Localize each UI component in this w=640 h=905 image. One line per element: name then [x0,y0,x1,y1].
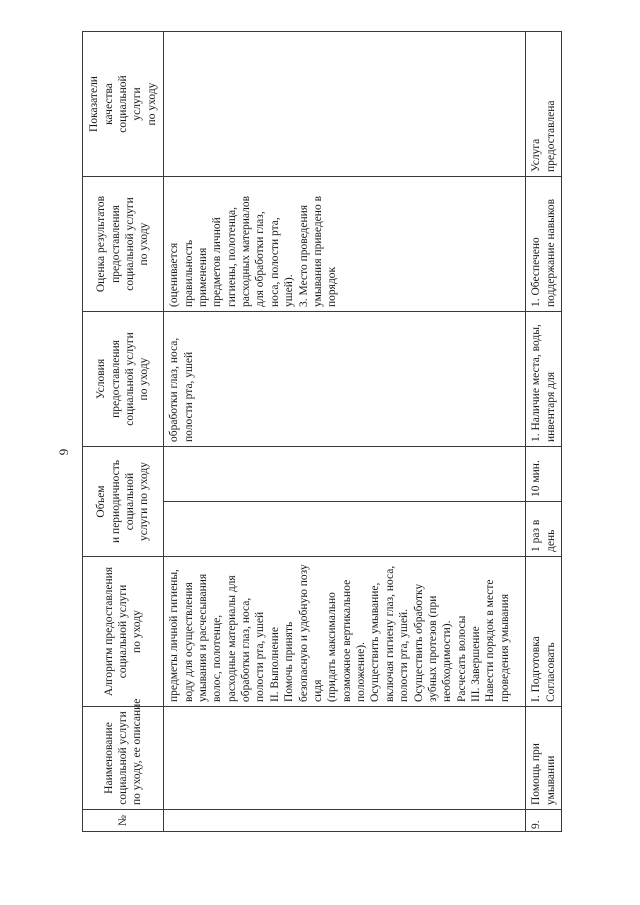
cell-quality: Услуга предоставлена [526,32,562,177]
cell-algorithm: предметы личной гигиены, воду для осуществления умывания и расчесывания волос, полотенце, расходные материалы для обработки глаз, носа, полости рта, ушей II. Выполнение Помочь принять безопасную и удобную позу сидя (придать максимально возможное вертикальное положение). Осуществить умывание, включая гигиену глаз, носа, полости рта, ушей. Осуществить обработку зубных протезов (при необходимости). Расчесать волосы III. Завершение Навести порядок в месте проведения умывания [164,557,526,707]
cell-frequency: 1 раз в день [530,519,557,552]
table-row-continued [164,32,526,832]
table-row-9 [526,32,562,832]
cell-num: 9. [526,810,562,832]
care-services-table-rotated [82,32,562,832]
table-header-row [83,32,164,832]
header-algorithm: Алгоритм предоставления социальной услуги по уходу [83,557,164,707]
cell-evaluation: 1. Обеспечено поддержание навыков [526,177,562,312]
cell-quality [164,32,526,177]
cell-name: Помощь при умывании [526,707,562,810]
cell-conditions: 1. Наличие места, воды, инвентаря для [526,312,562,447]
cell-name [164,707,526,810]
header-volume: Объем и периодичность социальной услуги по уходу [83,447,164,557]
cell-duration: 10 мин. [526,447,561,502]
cell-volume [164,447,526,557]
cell-volume [526,447,562,557]
cell-evaluation: (оценивается правильность применения предметов личной гигиены, полотенца, расходных материалов для обработки глаз, носа, полости рта, ушей). 3. Место проведения умывания приведено в порядок [164,177,526,312]
header-num: № [83,810,164,832]
page-number: 9 [56,448,71,456]
care-services-table [82,31,562,832]
header-quality: Показатели качества социальной услуги по уходу [83,32,164,177]
header-conditions: Условия предоставления социальной услуги по уходу [83,312,164,447]
cell-num [164,810,526,832]
header-name: Наименование социальной услуги по уходу, ее описание [83,707,164,810]
cell-conditions: обработки глаз, носа, полости рта, ушей [164,312,526,447]
cell-algorithm: I. Подготовка Согласовать [526,557,562,707]
header-evaluation: Оценка результатов предоставления социальной услуги по уходу [83,177,164,312]
